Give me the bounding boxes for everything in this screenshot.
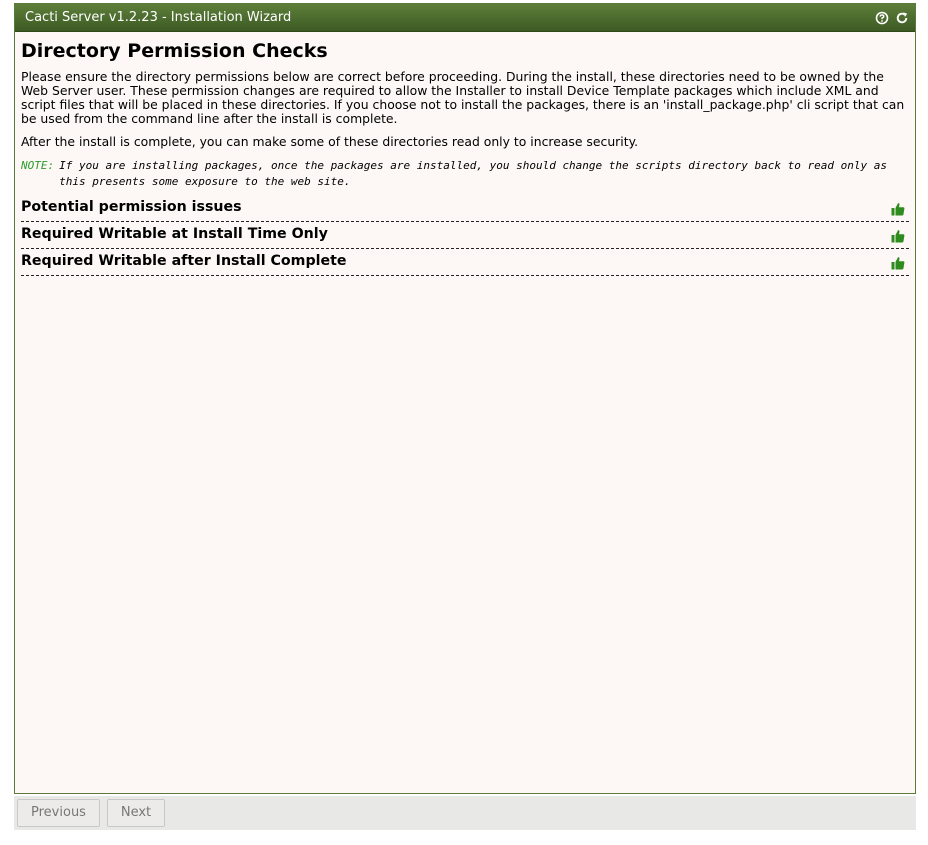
- thumbs-up-icon: [891, 200, 905, 214]
- titlebar-tools: [875, 4, 909, 31]
- note-label: NOTE:: [21, 159, 55, 172]
- section-label: Potential permission issues: [21, 199, 242, 215]
- wizard-titlebar: [15, 4, 915, 32]
- intro-paragraph: Please ensure the directory permissions below are correct before proceeding. During the install, these directories need to be owned by the Web Server user. These permission changes are required to allow the Installer to install Device Template packages which include XML and script files that will be placed in these directories. If you choose not to install the packages, there is an 'install_package.php' cli script that can be used from the command line after the install is complete.: [21, 69, 905, 126]
- refresh-icon[interactable]: [895, 11, 909, 25]
- help-icon[interactable]: [875, 11, 889, 25]
- wizard-title: Cacti Server v1.2.23 - Installation Wizard: [25, 10, 292, 25]
- section-label: Required Writable at Install Time Only: [21, 226, 328, 242]
- section-writable-install-time[interactable]: [21, 222, 909, 249]
- note-text: If you are installing packages, once the packages are installed, you should change the scripts directory back to read only as this presents some exposure to the web site.: [59, 159, 887, 188]
- section-writable-after-install[interactable]: [21, 249, 909, 276]
- thumbs-up-icon: [891, 254, 905, 268]
- next-button[interactable]: Next: [107, 799, 165, 827]
- thumbs-up-icon: [891, 227, 905, 241]
- installation-wizard: [14, 3, 916, 794]
- note-block: [21, 158, 909, 190]
- previous-button[interactable]: Previous: [17, 799, 100, 827]
- wizard-footer: [14, 796, 916, 830]
- security-paragraph: After the install is complete, you can make some of these directories read only to increase security.: [21, 134, 639, 149]
- page-title: Directory Permission Checks: [21, 40, 328, 62]
- wizard-content: [15, 32, 915, 276]
- section-potential-permission-issues[interactable]: [21, 195, 909, 222]
- section-label: Required Writable after Install Complete: [21, 253, 347, 269]
